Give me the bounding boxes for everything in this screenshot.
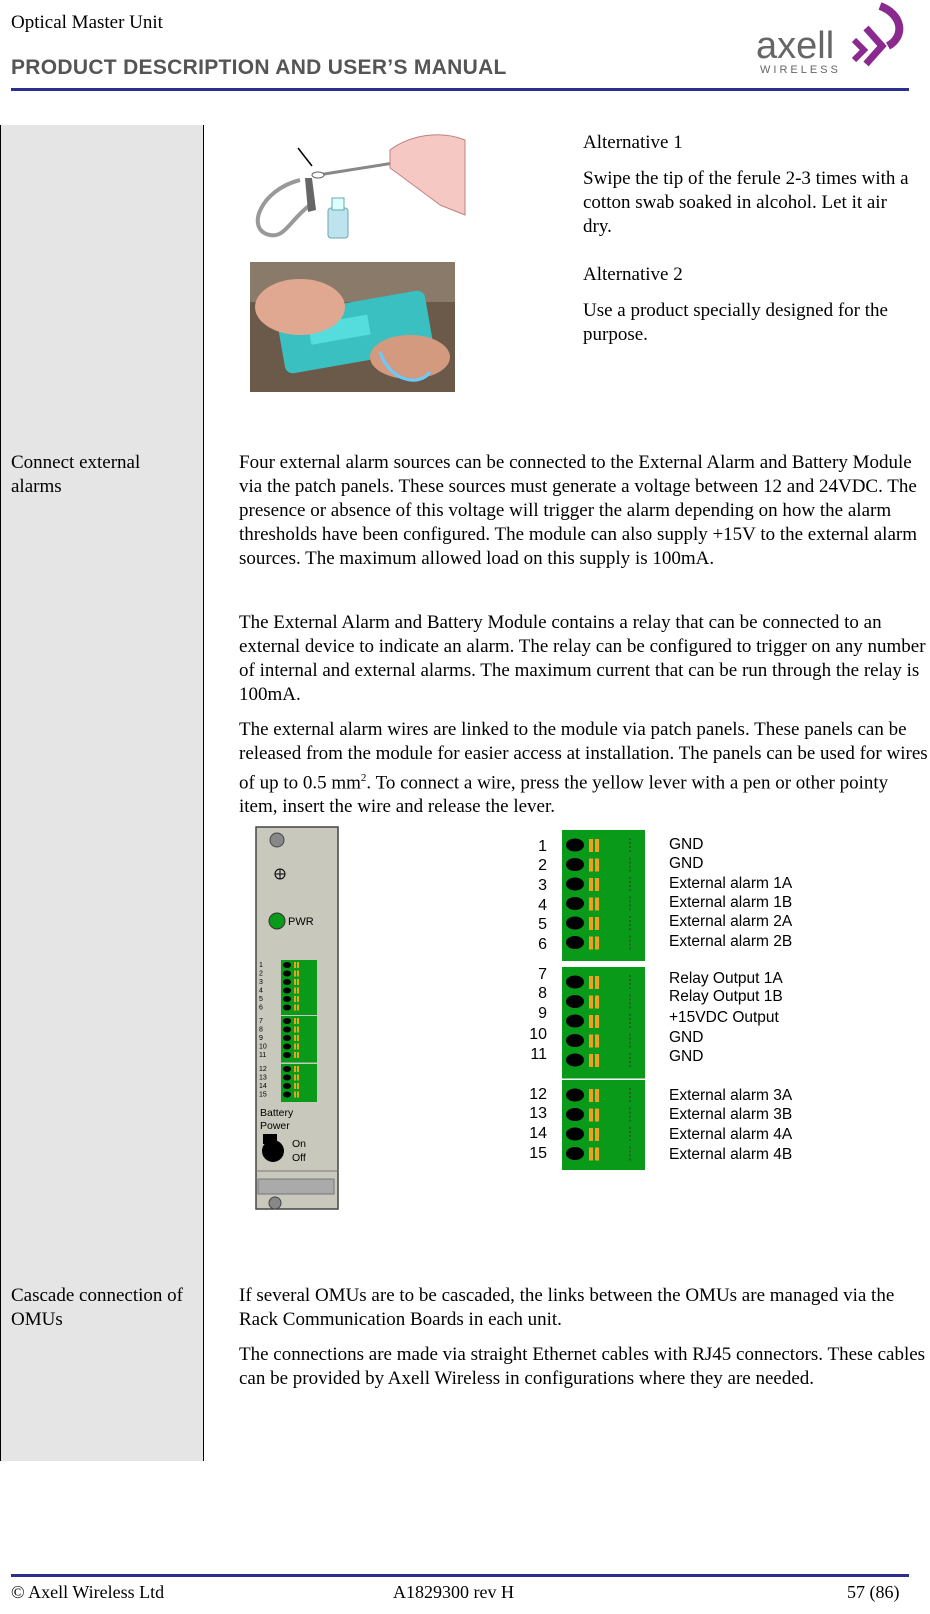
mini-pin-number: 14: [259, 1083, 267, 1090]
alt2-title: Alternative 2: [583, 264, 683, 285]
terminal-hole: [566, 1147, 584, 1160]
terminal-number: 10: [529, 1026, 547, 1043]
terminal-hole: [566, 1089, 584, 1102]
terminal-lever: [589, 1054, 593, 1067]
terminal-signal-label: GND: [669, 836, 704, 853]
alt1-title: Alternative 1: [583, 132, 683, 153]
terminal-signal-label: GND: [669, 855, 704, 872]
terminal-number: 1: [538, 838, 547, 855]
battery-label-1: Battery: [260, 1107, 294, 1119]
terminal-number: 12: [529, 1086, 547, 1103]
mini-pin-number: 7: [259, 1018, 263, 1025]
mini-pin-number: 2: [259, 970, 263, 978]
terminal-signal-label: +15VDC Output: [669, 1009, 779, 1026]
cleaning-tool-photo: [250, 262, 455, 392]
alarm-battery-module-panel: [255, 826, 340, 1211]
terminal-signal-label: Relay Output 1B: [669, 988, 783, 1005]
terminal-lever: [589, 898, 593, 911]
battery-label-2: Power: [260, 1120, 290, 1132]
alt1-text: Swipe the tip of the ferule 2-3 times with a cotton swab soaked in alcohol. Let it air dry.: [583, 168, 909, 237]
mini-pin-number: 15: [259, 1091, 267, 1099]
terminal-hole: [566, 878, 584, 891]
terminal-lever: [589, 976, 593, 989]
terminal-number: 13: [529, 1105, 547, 1122]
terminal-signal-label: External alarm 4A: [669, 1126, 793, 1143]
terminal-number: 4: [538, 897, 547, 914]
terminal-number: 15: [529, 1145, 547, 1162]
pwr-label: PWR: [288, 916, 314, 928]
terminal-number: 9: [538, 1005, 547, 1022]
terminal-hole: [566, 839, 584, 852]
axell-wireless-logo: [756, 0, 916, 80]
terminal-signal-label: GND: [669, 1048, 704, 1065]
terminal-hole: [566, 858, 584, 871]
external-alarms-label: Connect external alarms: [11, 452, 141, 497]
terminal-signal-label: External alarm 3B: [669, 1106, 793, 1123]
terminal-signal-label: External alarm 2B: [669, 933, 793, 950]
header-rule: [11, 88, 909, 91]
terminal-signal-label: GND: [669, 1029, 704, 1046]
terminal-hole: [566, 1128, 584, 1141]
terminal-signal-label: External alarm 1B: [669, 894, 793, 911]
terminal-lever: [589, 1148, 593, 1161]
mini-pin-number: 13: [259, 1074, 267, 1082]
external-alarms-p2: The External Alarm and Battery Module contains a relay that can be connected to an external device to indicate an alarm. The relay can be configured to trigger on any number of internal and external alarms. The maximum current that can be run through the relay is 100mA.: [239, 612, 926, 705]
mini-pin-number: 5: [259, 996, 263, 1003]
svg-text:axell: axell: [756, 25, 835, 67]
mini-pin-number: 11: [259, 1052, 267, 1059]
off-label: Off: [292, 1152, 306, 1164]
terminal-hole: [566, 1015, 584, 1028]
mini-pin-number: 9: [259, 1035, 263, 1042]
cascade-label: Cascade connection of OMUs: [11, 1285, 183, 1330]
mini-pin-number: 8: [259, 1026, 263, 1034]
table-label-column: [0, 125, 203, 1461]
external-alarms-p3: The external alarm wires are linked to the module via patch panels. These panels can be released from the module for easier access at installation. The panels can be used for wires of up to 0.5 $mm^2$. To connect a wire, press the yellow lever with a pen or other pointy item, insert the wire and release the lever.: [239, 719, 928, 818]
footer-doc-id: A1829300 rev H: [393, 1582, 514, 1602]
mini-pin-number: 1: [259, 962, 263, 969]
doc-subtitle: PRODUCT DESCRIPTION AND USER’S MANUAL: [11, 56, 507, 79]
terminal-hole: [566, 936, 584, 949]
terminal-lever: [589, 917, 593, 930]
terminal-hole: [566, 1108, 584, 1121]
terminal-hole: [566, 995, 584, 1008]
terminal-lever: [589, 1035, 593, 1048]
terminal-signal-label: External alarm 3A: [669, 1087, 793, 1104]
alt2-text: Use a product specially designed for the purpose.: [583, 300, 888, 345]
terminal-lever: [589, 878, 593, 891]
terminal-number: 5: [538, 916, 547, 933]
terminal-lever: [589, 1128, 593, 1141]
terminal-number: 2: [538, 857, 547, 874]
cascade-p1: If several OMUs are to be cascaded, the links between the OMUs are managed via the Rack Communication Boards in each unit.: [239, 1285, 895, 1330]
terminal-lever: [589, 859, 593, 872]
terminal-number: 11: [530, 1046, 547, 1063]
external-alarms-p1: Four external alarm sources can be connected to the External Alarm and Battery Module via the patch panels. These sources must generate a voltage between 12 and 24VDC. The presence or absence of this voltage will trigger the alarm depending on how the alarm thresholds have been configured. The module can also supply +15V to the external alarm sources. The maximum allowed load on this supply is 100mA.: [239, 452, 917, 569]
doc-title: Optical Master Unit: [11, 12, 163, 33]
terminal-number: 14: [529, 1125, 547, 1142]
terminal-lever: [589, 1109, 593, 1122]
terminal-lever: [589, 996, 593, 1009]
terminal-signal-label: External alarm 1A: [669, 875, 793, 892]
terminal-lever: [589, 937, 593, 950]
terminal-number: 6: [538, 936, 547, 953]
terminal-number: 8: [538, 985, 547, 1002]
terminal-hole: [566, 1034, 584, 1047]
terminal-blocks: [562, 830, 647, 1170]
footer-page-number: 57 (86): [847, 1582, 900, 1602]
terminal-hole: [566, 917, 584, 930]
cascade-p2: The connections are made via straight Ethernet cables with RJ45 connectors. These cables can be provided by Axell Wireless in configurations where they are needed.: [239, 1344, 926, 1389]
terminal-signal-label: External alarm 4B: [669, 1146, 793, 1163]
terminal-hole: [566, 1054, 584, 1067]
terminal-signal-label: Relay Output 1A: [669, 970, 783, 987]
terminal-signal-label: External alarm 2A: [669, 913, 793, 930]
terminal-lever: [589, 839, 593, 852]
terminal-lever: [589, 1089, 593, 1102]
mini-pin-number: 10: [259, 1043, 267, 1051]
terminal-number: 7: [538, 966, 547, 983]
footer-copyright: © Axell Wireless Ltd: [11, 1582, 165, 1602]
footer-rule: [11, 1574, 909, 1577]
svg-text:WIRELESS: WIRELESS: [760, 64, 841, 76]
on-label: On: [292, 1138, 307, 1150]
terminal-hole: [566, 976, 584, 989]
terminal-number: 3: [538, 877, 547, 894]
terminal-hole: [566, 897, 584, 910]
swab-cleaning-illustration: [250, 130, 470, 245]
terminal-lever: [589, 1015, 593, 1028]
mini-pin-number: 3: [259, 979, 263, 986]
mini-pin-number: 6: [259, 1004, 263, 1012]
mini-pin-number: 4: [259, 987, 263, 995]
mini-pin-number: 12: [259, 1066, 267, 1073]
